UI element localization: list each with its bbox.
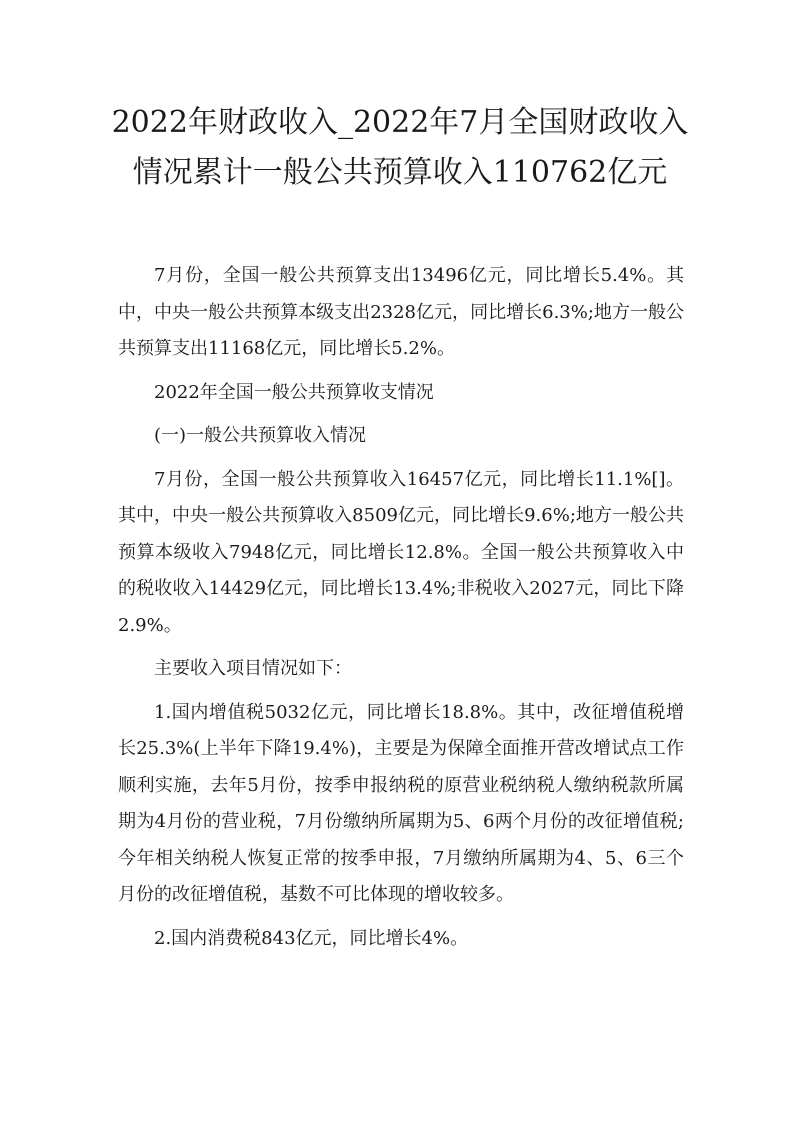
paragraph-main-items-intro: 主要收入项目情况如下： — [154, 658, 352, 679]
paragraph-section-heading: 2022年全国一般公共预算收支情况 — [154, 381, 434, 403]
document-body — [118, 258, 684, 964]
document-title — [100, 98, 700, 198]
paragraph-subsection-heading: (一)一般公共预算收入情况 — [154, 425, 367, 446]
paragraph-expenditure-summary: 7月份，全国一般公共预算支出13496亿元，同比增长5.4%。其中，中央一般公共预算本级支出2328亿元，同比增长6.3%;地方一般公共预算支出11168亿元，同比增长5.2%。 — [118, 265, 684, 359]
paragraph-vat: 1.国内增值税5032亿元，同比增长18.8%。其中，改征增值税增长25.3%(上半年下降19.4%)，主要是为保障全面推开营改增试点工作顺利实施，去年5月份，按季申报纳税的原营业税纳税人缴纳税款所属期为4月份的营业税，7月份缴纳所属期为5、6两个月份的改征增值税;今年相关纳税人恢复正常的按季申报，7月缴纳所属期为4、5、6三个月份的改征增值税，基数不可比体现的增收较多。 — [118, 701, 684, 905]
paragraph-revenue-summary: 7月份，全国一般公共预算收入16457亿元，同比增长11.1%[]。其中，中央一般公共预算收入8509亿元，同比增长9.6%;地方一般公共预算本级收入7948亿元，同比增长12.8%。全国一般公共预算收入中的税收收入14429亿元，同比增长13.4%;非税收入2027元，同比下降2.9%。 — [118, 468, 684, 636]
title-line-2: 情况累计一般公共预算收入110762亿元 — [132, 155, 668, 190]
paragraph-consumption-tax: 2.国内消费税843亿元，同比增长4%。 — [154, 927, 469, 949]
title-line-1: 2022年财政收入_2022年7月全国财政收入 — [111, 105, 689, 140]
